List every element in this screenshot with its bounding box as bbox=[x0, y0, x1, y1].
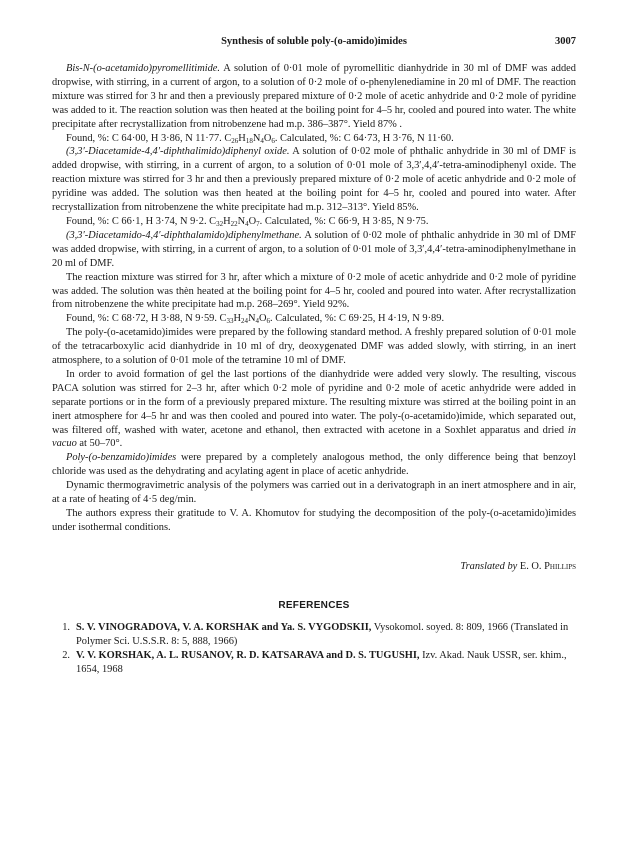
body-paragraph bbox=[52, 145, 576, 215]
translator-name: E. O. bbox=[519, 560, 542, 572]
paragraph-text: . Calculated, %: C 69·25, H 4·19, N 9·89. bbox=[270, 313, 445, 325]
references-heading: REFERENCES bbox=[278, 599, 350, 611]
translator-surname: Phillips bbox=[544, 560, 576, 572]
formula-subscript: 4 bbox=[245, 219, 249, 228]
paragraph-text: . Calculated, %: C 64·73, H 3·76, N 11·60. bbox=[274, 132, 454, 144]
paragraph-text: N bbox=[237, 215, 246, 227]
body-paragraph bbox=[52, 479, 576, 507]
translator-credit bbox=[52, 561, 576, 572]
reference-authors: V. V. KORSHAK, A. L. RUSANOV, R. D. KATSARAVA and D. S. TUGUSHI, bbox=[76, 649, 420, 661]
body-paragraph bbox=[52, 507, 576, 535]
formula-subscript: 32 bbox=[216, 219, 224, 228]
formula-subscript: 24 bbox=[241, 317, 248, 326]
italic-text: (3,3′-Diacetamido-4,4′-diphthalamido)diphenylmethane. bbox=[66, 229, 302, 241]
paragraph-text: were prepared by a completely analogous method, the only difference being that benzoyl chloride was used as the dehydrating and acylating agent in place of acetic anhydride. bbox=[52, 452, 576, 478]
paragraph-text: A solution of 0·02 mole of phthalic anhydride in 30 ml of DMF was added dropwise, with stirring, in a current of argon, to a solution of 0·01 mole of 3,3′,4,4′-tetra-aminodiphenylmethane in 20 ml of DMF. bbox=[52, 229, 576, 269]
reference-source: Vysokomol. soyed. 8: 809, 1966 (Translated in Polymer Sci. U.S.S.R. 8: 5, 888, 1966) bbox=[76, 621, 569, 647]
paragraph-text: Found, %: C 68·72, H 3·88, N 9·59. C bbox=[66, 313, 227, 325]
formula-subscript: 6 bbox=[271, 136, 275, 145]
paragraph-text: A solution of 0·02 mole of phthalic anhydride in 30 ml of DMF is added dropwise, with stirring, in a current of argon, to a solution of 0·01 mole of 3,3′,4,4′-tetra-aminodiphenyl oxide. The reaction mixture was stirred for 3 hr and then a previously prepared mixture of 0·2 mole of acetic anhydride and 0·2 mole of pyridine was added. The solution was then heated at the boiling point for 4–5 hr, cooled and poured into water. After recrystallization from nitrobenzene the white precipitate had m.p. 312–313°. Yield 85%. bbox=[52, 146, 576, 214]
italic-text: (3,3′-Diacetamide-4,4′-diphthalimido)diphenyl oxide. bbox=[66, 146, 290, 158]
paragraph-text: N bbox=[252, 132, 261, 144]
body-paragraph bbox=[52, 271, 576, 313]
body-paragraph bbox=[52, 312, 576, 326]
article-page bbox=[52, 36, 576, 676]
paragraph-text: In order to avoid formation of gel the last portions of the dianhydride were added very slowly. The resulting, viscous PACA solution was stirred for 2–3 hr, after which 0·2 mole of pyridine and 0·2 mole of acetic anhydride were added in separate portions or in the form of a previously prepared mixture. The resulting mixture was stirred at the boiling point in an inert atmosphere for 4–5 hr and was then cooled and poured into water. The poly-(o-acetamido)imide, which separated out, was filtered off, washed with water, acetone and ethanol, then extracted with acetone in a Soxhlet apparatus and dried bbox=[52, 368, 576, 436]
formula-subscript: 4 bbox=[260, 136, 264, 145]
paragraph-text: H bbox=[238, 132, 246, 144]
paragraph-text: O bbox=[259, 313, 267, 325]
body-paragraph bbox=[52, 215, 576, 229]
article-body bbox=[52, 62, 576, 535]
paragraph-text: Found, %: C 66·1, H 3·74, N 9·2. C bbox=[66, 215, 217, 227]
body-paragraph bbox=[52, 62, 576, 132]
reference-text bbox=[76, 649, 576, 677]
paragraph-text: . Calculated, %: C 66·9, H 3·85, N 9·75. bbox=[259, 215, 429, 227]
paragraph-text: A solution of 0·01 mole of pyromellitic dianhydride in 30 ml of DMF was added dropwise, with stirring, in a current of argon, to a solution of 0·2 mole of o-phenylenediamine in 20 ml of DMF. The reaction mixture was stirred for 3 hr and then a previously prepared mixture of 0·2 mole of acetic anhydride and 0·2 mole of pyridine was added to it. The reaction solution was then heated at the boiling point for 4–5 hr, cooled and poured into water. The white precipitate after recrystallization from nitrobenzene had m.p. 386–387°. Yield 87% . bbox=[52, 63, 576, 130]
paragraph-text: N bbox=[248, 313, 256, 325]
running-header bbox=[52, 36, 576, 50]
paragraph-text: The reaction mixture was stirred for 3 hr, after which a mixture of 0·2 mole of acetic anhydride and 0·2 mole of pyridine was added. The solution was thèn heated at the boiling point for 4–5 hr, cooled and poured into water. After recrystallization from nitrobenzene the white precipitate had m.p. 268–269°. Yield 92%. bbox=[52, 271, 576, 311]
reference-item bbox=[52, 621, 576, 649]
paragraph-text: The authors express their gratitude to V. A. Khomutov for studying the decomposition of the poly-(o-acetamido)imides under isothermal conditions. bbox=[52, 508, 576, 533]
translator-label: Translated by bbox=[460, 560, 518, 572]
formula-subscript: 7 bbox=[256, 219, 260, 228]
paragraph-text: O bbox=[263, 132, 272, 144]
formula-subscript: 22 bbox=[230, 219, 238, 228]
italic-text: in vacuo bbox=[52, 424, 576, 450]
reference-number: 1. bbox=[62, 621, 70, 633]
body-paragraph bbox=[52, 451, 576, 479]
paragraph-text: O bbox=[248, 215, 257, 227]
body-paragraph bbox=[52, 326, 576, 368]
formula-subscript: 33 bbox=[226, 317, 234, 326]
reference-authors: S. V. VINOGRADOVA, V. A. KORSHAK and Ya. S. VYGODSKII, bbox=[76, 621, 372, 633]
paragraph-text: H bbox=[233, 313, 241, 325]
italic-text: Bis-N-(o-acetamido)pyromellitimide. bbox=[66, 63, 220, 74]
reference-source: Izv. Akad. Nauk USSR, ser. khim., 1654, 1968 bbox=[76, 649, 567, 675]
paragraph-text: Found, %: C 64·00, H 3·86, N 11·77. C bbox=[66, 132, 232, 144]
reference-item bbox=[52, 649, 576, 677]
paragraph-text: The poly-(o-acetamido)imides were prepared by the following standard method. A freshly prepared solution of 0·01 mole of the tetracarboxylic acid dianhydride in 10 ml of dry, deoxygenated DMF was added slowly, with stirring, in an inert atmosphere, to a solution of 0·01 mole of the tetramine 10 ml of DMF. bbox=[52, 327, 576, 367]
formula-subscript: 4 bbox=[255, 317, 260, 326]
formula-subscript: 18 bbox=[245, 136, 253, 145]
running-title: Synthesis of soluble poly-(o-amido)imides bbox=[221, 36, 407, 47]
paragraph-text: H bbox=[223, 215, 231, 227]
body-paragraph bbox=[52, 132, 576, 146]
body-paragraph bbox=[52, 229, 576, 271]
italic-text: Poly-(o-benzamido)imides bbox=[66, 452, 177, 464]
formula-subscript: 6 bbox=[266, 317, 271, 326]
page-number: 3007 bbox=[555, 36, 576, 47]
reference-text bbox=[76, 621, 576, 649]
formula-subscript: 26 bbox=[231, 136, 239, 145]
reference-number: 2. bbox=[62, 649, 70, 661]
references-list bbox=[52, 621, 576, 677]
body-paragraph bbox=[52, 368, 576, 451]
paragraph-text: Dynamic thermogravimetric analysis of the polymers was carried out in a derivatograph in an inert atmosphere and in air, at a rate of heating of 4·5 deg/min. bbox=[52, 480, 576, 506]
paragraph-text: at 50–70°. bbox=[76, 438, 123, 450]
